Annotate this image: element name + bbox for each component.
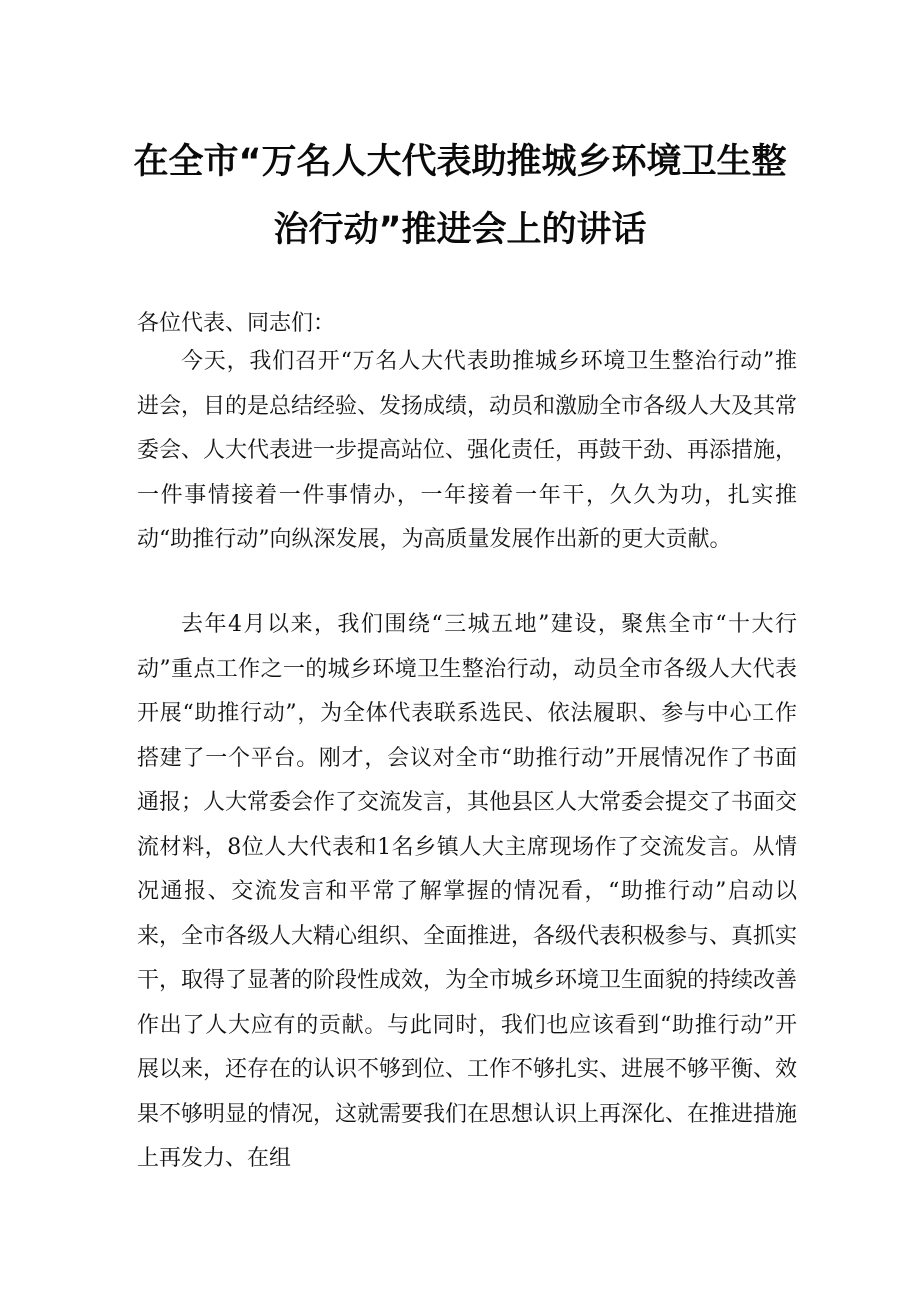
document-title-line-1: 在全市“万名人大代表助推城乡环境卫生整	[133, 142, 787, 182]
paragraph-2: 去年4月以来，我们围绕“三城五地”建设，聚焦全市“十大行动”重点工作之一的城乡环境卫生整治行动，动员全市各级人大代表开展“助推行动”，为全体代表联系选民、依法履职、参与中心工作搭建了一个平台。刚才，会议对全市“助推行动”开展情况作了书面通报；人大常委会作了交流发言，其他县区人大常委会提交了书面交流材料，8位人大代表和1名乡镇人大主席现场作了交流发言。从情况通报、交流发言和平常了解掌握的情况看，“助推行动”启动以来，全市各级人大精心组织、全面推进，各级代表积极参与、真抓实干，取得了显著的阶段性成效，为全市城乡环境卫生面貌的持续改善作出了人大应有的贡献。与此同时，我们也应该看到“助推行动”开展以来，还存在的认识不够到位、工作不够扎实、进展不够平衡、效果不够明显的情况，这就需要我们在思想认识上再深化、在推进措施上再发力、在组	[137, 612, 798, 1171]
paragraph-1: 今天，我们召开“万名人大代表助推城乡环境卫生整治行动”推进会，目的是总结经验、发扬成绩，动员和激励全市各级人大及其常委会、人大代表进一步提高站位、强化责任，再鼓干劲、再添措施，一件事情接着一件事情办，一年接着一年干，久久为功，扎实推动“助推行动”向纵深发展，为高质量发展作出新的更大贡献。	[137, 349, 798, 552]
salutation: 各位代表、同志们：	[137, 311, 336, 336]
document-title-line-2: 治行动”推进会上的讲话	[273, 210, 647, 250]
